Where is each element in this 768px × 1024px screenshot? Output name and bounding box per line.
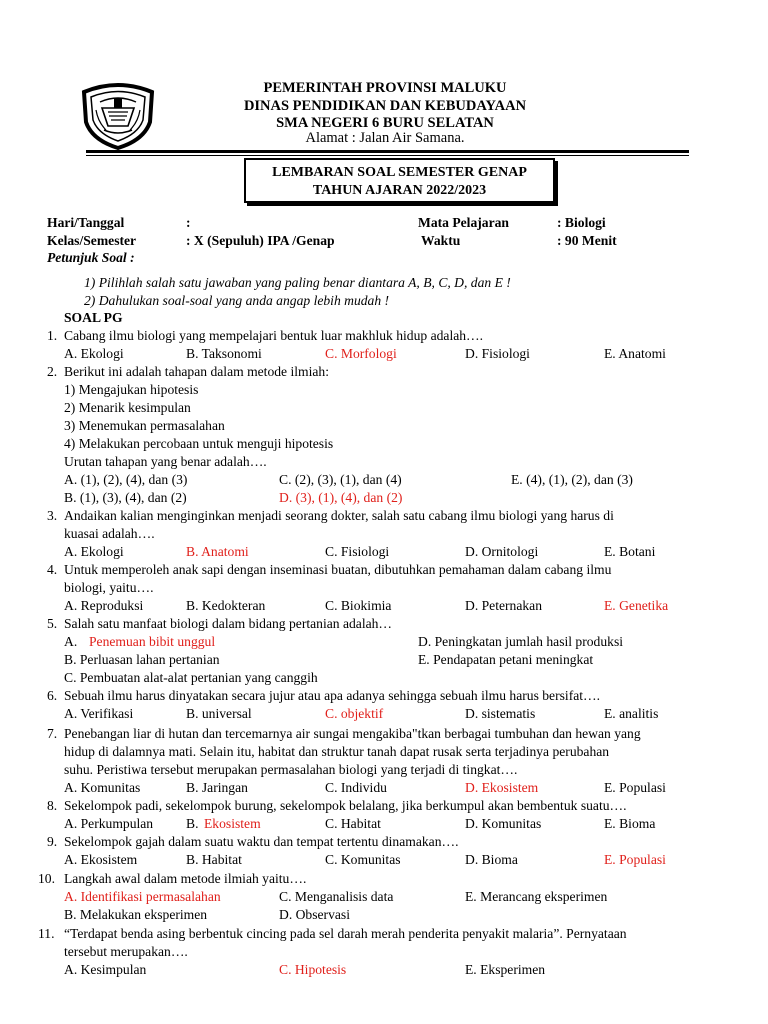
q9-option-d: D. Bioma <box>465 852 518 867</box>
q2-option-d: D. (3), (1), (4), dan (2) <box>279 490 403 505</box>
q10-option-d: D. Observasi <box>279 907 350 922</box>
q11-option-c: C. Hipotesis <box>279 962 347 977</box>
q6-option-b: B. universal <box>186 706 252 721</box>
q9-option-a: A. Ekosistem <box>64 852 138 867</box>
q7-option-c: C. Individu <box>325 780 387 795</box>
q8-option-c: C. Habitat <box>325 816 381 831</box>
q8-option-e: E. Bioma <box>604 816 656 831</box>
q1-option-a: A. Ekologi <box>64 346 124 361</box>
exam-year: TAHUN AJARAN 2022/2023 <box>312 183 487 198</box>
q11-option-a: A. Kesimpulan <box>64 962 147 977</box>
header-address: Alamat : Jalan Air Samana. <box>305 130 465 146</box>
q4-text-line1: Untuk memperoleh anak sapi dengan inseminasi buatan, dibutuhkan pemahaman dalam cabang ilmu <box>64 562 612 577</box>
q4-option-d: D. Peternakan <box>465 598 543 613</box>
q6-option-d: D. sistematis <box>465 706 536 721</box>
q7-option-b: B. Jaringan <box>186 780 248 795</box>
q5-option-a-label: A. <box>64 634 78 649</box>
q2-step-3: 3) Menemukan permasalahan <box>64 418 225 433</box>
mapel-label: Mata Pelajaran <box>418 215 509 230</box>
q2-option-a: A. (1), (2), (4), dan (3) <box>64 472 188 487</box>
q10-option-e: E. Merancang eksperimen <box>465 889 608 904</box>
q4-text-line2: biologi, yaitu…. <box>64 580 154 595</box>
instruction-1: 1) Pilihlah salah satu jawaban yang paling benar diantara A, B, C, D, dan E ! <box>84 275 511 290</box>
q7-number: 7. <box>47 726 58 741</box>
q8-number: 8. <box>47 798 58 813</box>
q1-option-b: B. Taksonomi <box>186 346 262 361</box>
q2-prompt: Urutan tahapan yang benar adalah…. <box>64 454 267 469</box>
q6-option-c: C. objektif <box>325 706 384 721</box>
q10-text: Langkah awal dalam metode ilmiah yaitu…. <box>64 871 307 886</box>
q8-option-b-label: B. <box>186 816 199 831</box>
exam-title: LEMBARAN SOAL SEMESTER GENAP <box>272 165 527 180</box>
school-emblem-icon <box>78 80 158 150</box>
q8-option-a: A. Perkumpulan <box>64 816 154 831</box>
waktu-value: : 90 Menit <box>557 233 617 248</box>
q5-number: 5. <box>47 616 58 631</box>
q7-text-line1: Penebangan liar di hutan dan tercemarnya air sungai mengakiba"tkan berbagai tumbuhan dan hewan yang <box>64 726 641 741</box>
q1-number: 1. <box>47 328 58 343</box>
q3-option-a: A. Ekologi <box>64 544 124 559</box>
q6-option-a: A. Verifikasi <box>64 706 134 721</box>
q4-number: 4. <box>47 562 58 577</box>
header-divider-thin <box>86 155 689 156</box>
q11-number: 11. <box>38 926 55 941</box>
q6-text: Sebuah ilmu harus dinyatakan secara jujur atau apa adanya sehingga sebuah ilmu harus bersifat…. <box>64 688 601 703</box>
q9-option-b: B. Habitat <box>186 852 242 867</box>
q2-step-1: 1) Mengajukan hipotesis <box>64 382 199 397</box>
q3-option-e: E. Botani <box>604 544 656 559</box>
q1-text: Cabang ilmu biologi yang mempelajari bentuk luar makhluk hidup adalah…. <box>64 328 484 343</box>
q3-number: 3. <box>47 508 58 523</box>
q4-option-b: B. Kedokteran <box>186 598 266 613</box>
q7-option-e: E. Populasi <box>604 780 666 795</box>
instruction-2: 2) Dahulukan soal-soal yang anda angap lebih mudah ! <box>84 293 390 308</box>
q10-number: 10. <box>38 871 55 886</box>
hari-label: Hari/Tanggal <box>47 215 125 230</box>
q6-option-e: E. analitis <box>604 706 659 721</box>
q9-option-c: C. Komunitas <box>325 852 401 867</box>
q7-text-line2: hidup di dalamnya mati. Selain itu, habitat dan struktur tanah dapat rusak serta terjadinya perubahan <box>64 744 610 759</box>
q8-option-b: Ekosistem <box>204 816 261 831</box>
q10-option-c: C. Menganalisis data <box>279 889 394 904</box>
header-government: PEMERINTAH PROVINSI MALUKU <box>263 80 507 96</box>
exam-title-box <box>244 158 555 203</box>
header-department: DINAS PENDIDIKAN DAN KEBUDAYAAN <box>243 98 527 114</box>
q4-option-c: C. Biokimia <box>325 598 392 613</box>
kelas-value: : X (Sepuluh) IPA /Genap <box>186 233 335 248</box>
q1-option-e: E. Anatomi <box>604 346 666 361</box>
q3-text-line2: kuasai adalah…. <box>64 526 155 541</box>
q2-option-b: B. (1), (3), (4), dan (2) <box>64 490 187 505</box>
kelas-label: Kelas/Semester <box>47 233 137 248</box>
petunjuk-label: Petunjuk Soal : <box>47 250 135 265</box>
q2-text: Berikut ini adalah tahapan dalam metode ilmiah: <box>64 364 329 379</box>
q5-option-c: C. Pembuatan alat-alat pertanian yang canggih <box>64 670 318 685</box>
q2-step-4: 4) Melakukan percobaan untuk menguji hipotesis <box>64 436 334 451</box>
q5-text: Salah satu manfaat biologi dalam bidang pertanian adalah… <box>64 616 393 631</box>
q10-option-a: A. Identifikasi permasalahan <box>64 889 221 904</box>
q6-number: 6. <box>47 688 58 703</box>
q11-option-e: E. Eksperimen <box>465 962 546 977</box>
q2-number: 2. <box>47 364 58 379</box>
q1-option-d: D. Fisiologi <box>465 346 530 361</box>
mapel-value: : Biologi <box>557 215 606 230</box>
waktu-label: Waktu <box>421 233 461 248</box>
q5-option-d: D. Peningkatan jumlah hasil produksi <box>418 634 624 649</box>
q2-step-2: 2) Menarik kesimpulan <box>64 400 191 415</box>
q5-option-b: B. Perluasan lahan pertanian <box>64 652 220 667</box>
q1-option-c: C. Morfologi <box>325 346 397 361</box>
q3-option-d: D. Ornitologi <box>465 544 539 559</box>
q8-text: Sekelompok padi, sekelompok burung, sekelompok belalang, jika berkumpul akan bembentuk suatu…. <box>64 798 627 813</box>
q7-text-line3: suhu. Peristiwa tersebut merupakan permasalahan biologi yang terjadi di tingkat…. <box>64 762 518 777</box>
q7-option-a: A. Komunitas <box>64 780 141 795</box>
q8-option-d: D. Komunitas <box>465 816 542 831</box>
q2-option-c: C. (2), (3), (1), dan (4) <box>279 472 402 487</box>
hari-value: : <box>186 215 191 230</box>
q9-option-e: E. Populasi <box>604 852 666 867</box>
section-title: SOAL PG <box>64 310 123 325</box>
q2-option-e: E. (4), (1), (2), dan (3) <box>511 472 633 487</box>
header-divider-thick <box>86 150 689 153</box>
q11-text-line2: tersebut merupakan…. <box>64 944 188 959</box>
q9-number: 9. <box>47 834 58 849</box>
q11-text-line1: “Terdapat benda asing berbentuk cincing pada sel darah merah penderita penyakit malaria”. Pernyataan <box>64 926 627 941</box>
q4-option-a: A. Reproduksi <box>64 598 144 613</box>
q7-option-d: D. Ekosistem <box>465 780 539 795</box>
q3-text-line1: Andaikan kalian menginginkan menjadi seorang dokter, salah satu cabang ilmu biologi yang harus di <box>64 508 614 523</box>
q5-option-a: Penemuan bibit unggul <box>89 634 216 649</box>
q10-option-b: B. Melakukan eksperimen <box>64 907 208 922</box>
q3-option-b: B. Anatomi <box>186 544 249 559</box>
q9-text: Sekelompok gajah dalam suatu waktu dan tempat tertentu dinamakan…. <box>64 834 459 849</box>
q3-option-c: C. Fisiologi <box>325 544 390 559</box>
q4-option-e: E. Genetika <box>604 598 669 613</box>
q5-option-e: E. Pendapatan petani meningkat <box>418 652 594 667</box>
header-school: SMA NEGERI 6 BURU SELATAN <box>276 115 494 131</box>
